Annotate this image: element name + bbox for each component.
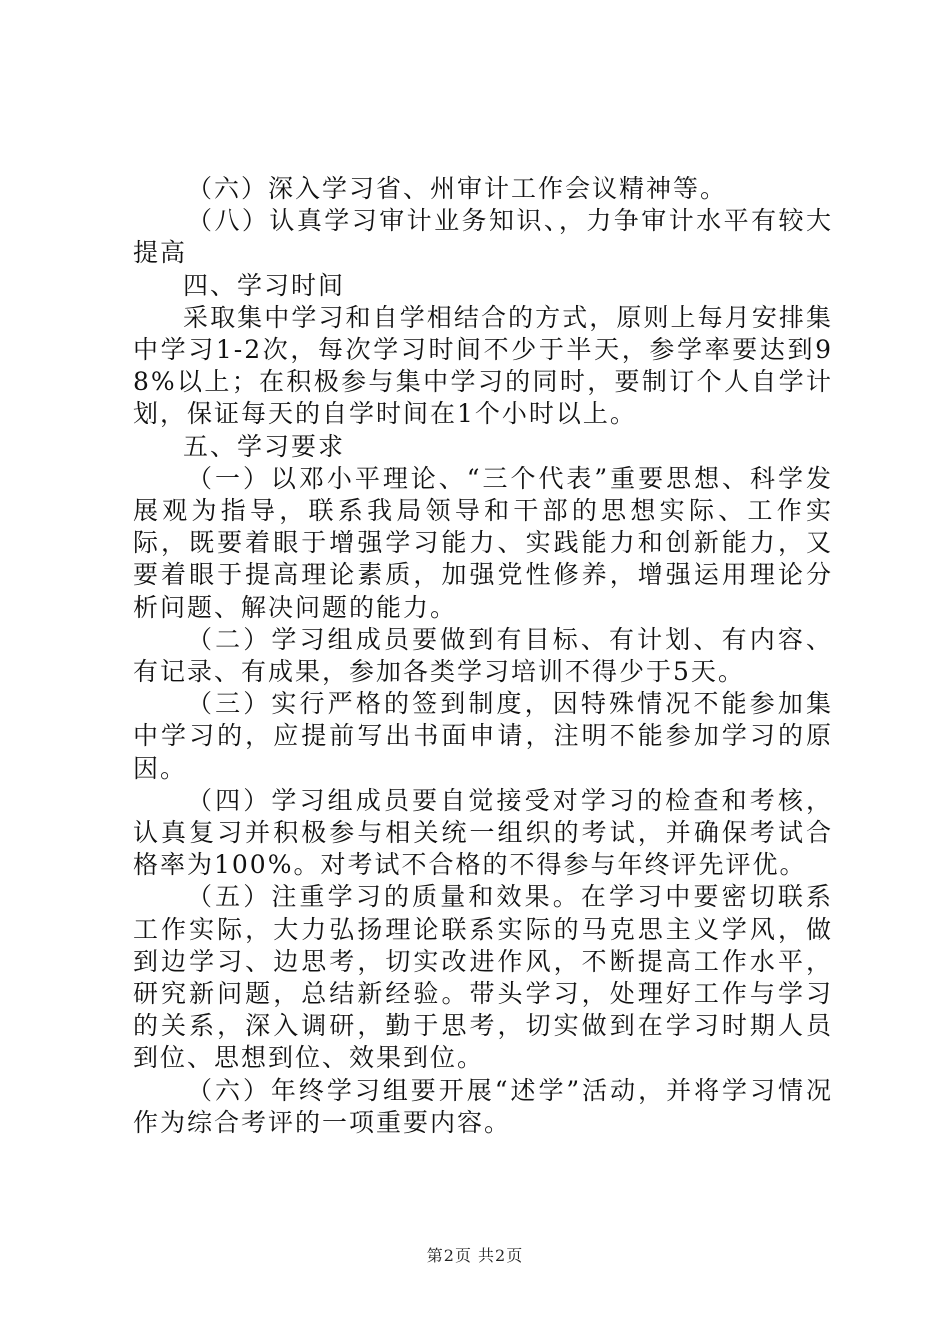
paragraph-requirement-6: （六）年终学习组要开展“述学”活动，并将学习情况作为综合考评的一项重要内容。 bbox=[133, 1075, 833, 1137]
paragraph-requirement-5: （五）注重学习的质量和效果。在学习中要密切联系工作实际，大力弘扬理论联系实际的马克思主义学风，做到边学习、边思考，切实改进作风，不断提高工作水平，研究新问题，总结新经验。带头学习，处理好工作与学习的关系，深入调研，勤于思考，切实做到在学习时期人员到位、思想到位、效果到位。 bbox=[133, 882, 833, 1073]
paragraph-requirement-2: （二）学习组成员要做到有目标、有计划、有内容、有记录、有成果，参加各类学习培训不得少于5天。 bbox=[133, 624, 833, 687]
paragraph-requirement-1: （一）以邓小平理论、“三个代表”重要思想、科学发展观为指导，联系我局领导和干部的思想实际、工作实际，既要着眼于增强学习能力、实践能力和创新能力，又要着眼于提高理论素质，加强党性修养，增强运用理论分析问题、解决问题的能力。 bbox=[133, 463, 833, 622]
paragraph-requirement-3: （三）实行严格的签到制度，因特殊情况不能参加集中学习的，应提前写出书面申请，注明不能参加学习的原因。 bbox=[133, 689, 833, 783]
section-heading-study-time: 四、学习时间 bbox=[183, 270, 346, 300]
paragraph-study-time: 采取集中学习和自学相结合的方式，原则上每月安排集中学习1-2次，每次学习时间不少于半天，参学率要达到98%以上；在积极参与集中学习的同时，要制订个人自学计划，保证每天的自学时间在1个小时以上。 bbox=[133, 302, 833, 429]
paragraph-requirement-4: （四）学习组成员要自觉接受对学习的检查和考核，认真复习并积极参与相关统一组织的考试，并确保考试合格率为100%。对考试不合格的不得参与年终评先评优。 bbox=[133, 785, 833, 880]
section-heading-study-requirements: 五、学习要求 bbox=[183, 431, 346, 461]
paragraph-study-audit-knowledge: （八）认真学习审计业务知识、，力争审计水平有较大提高 bbox=[133, 206, 833, 268]
paragraph-study-provincial-meeting: （六）深入学习省、州审计工作会议精神等。 bbox=[187, 174, 728, 203]
page-number-footer: 第2页 共2页 bbox=[426, 1246, 524, 1265]
document-body bbox=[133, 173, 833, 1139]
